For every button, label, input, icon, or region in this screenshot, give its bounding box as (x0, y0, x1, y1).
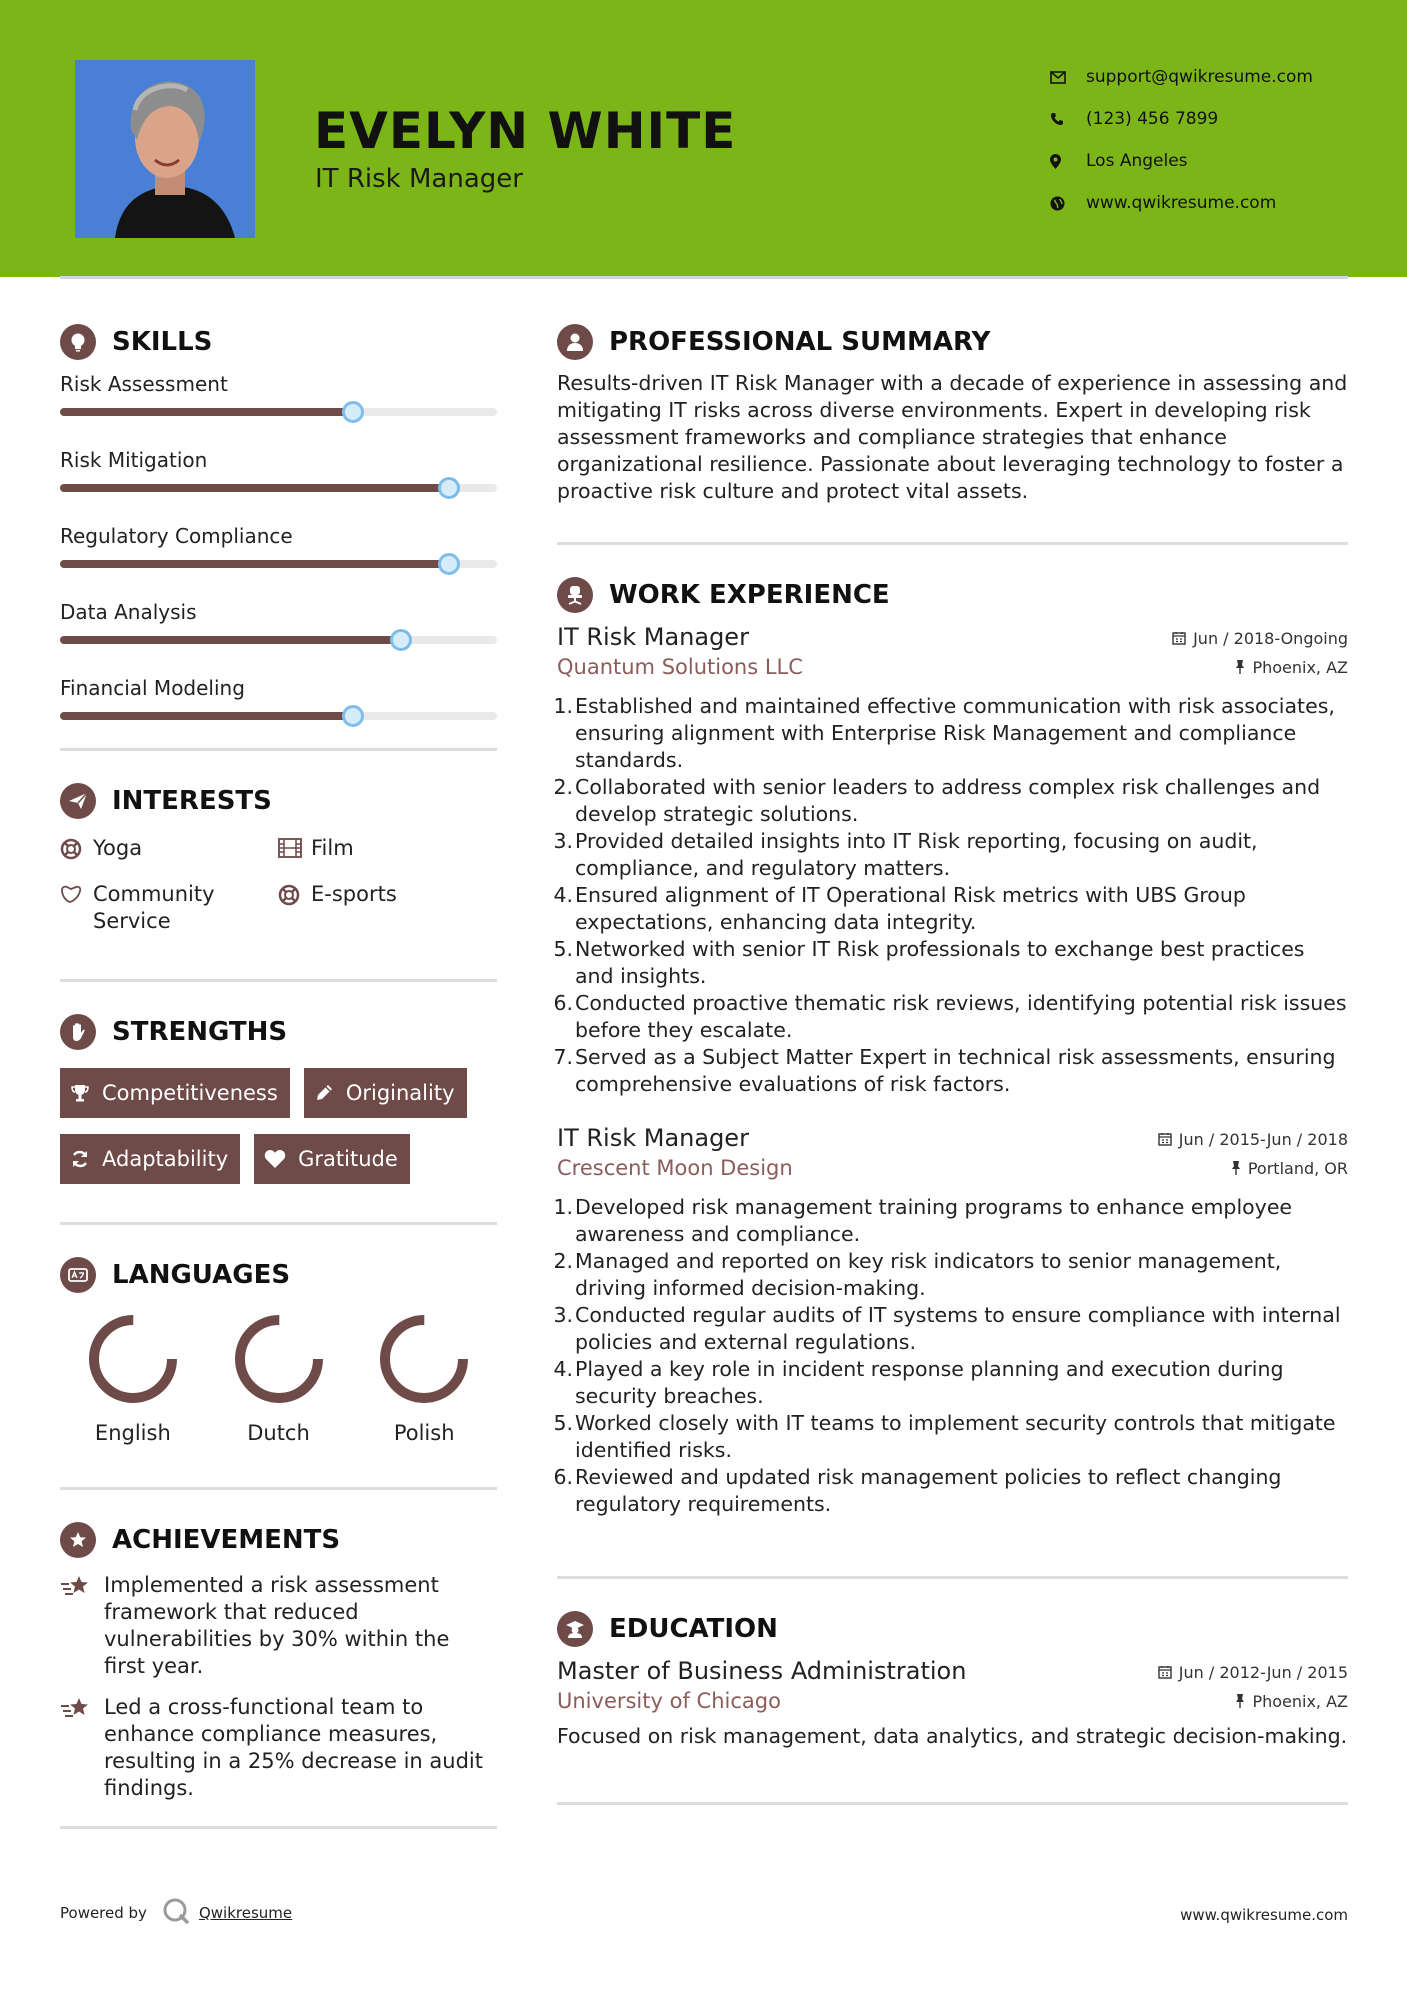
strength-label: Gratitude (298, 1147, 398, 1171)
section-divider (557, 542, 1348, 545)
section-divider (60, 1487, 497, 1490)
achievements-heading (60, 1518, 497, 1562)
skill-bar (60, 408, 497, 416)
lifebuoy-icon (60, 835, 93, 867)
contact-phone[interactable] (1050, 98, 1313, 140)
interest-item (278, 881, 497, 935)
languages-title: LANGUAGES (112, 1260, 291, 1290)
qwikresume-link[interactable]: Qwikresume (198, 1904, 293, 1922)
qwikresume-logo-icon (161, 1896, 191, 1930)
skill-bar-handle (438, 553, 460, 575)
languages-heading (60, 1253, 497, 1297)
globe-icon (1050, 196, 1086, 211)
job-company: Quantum Solutions LLC (557, 655, 803, 679)
section-divider (60, 1222, 497, 1225)
job-entry (553, 623, 1348, 1098)
job-company: Crescent Moon Design (557, 1156, 793, 1180)
job-location-text: Phoenix, AZ (1252, 657, 1348, 677)
skill-name: Regulatory Compliance (60, 524, 293, 548)
interests-list (60, 835, 497, 935)
job-date (1172, 629, 1348, 648)
powered-by-text: Powered by (60, 1904, 147, 1922)
language-item (206, 1313, 352, 1445)
language-name: Dutch (247, 1421, 310, 1445)
language-level-ring (87, 1313, 179, 1405)
skill-bar-fill (60, 484, 449, 492)
contact-email-text: support@qwikresume.com (1086, 67, 1313, 87)
achievements-title: ACHIEVEMENTS (112, 1525, 341, 1555)
interest-item (60, 835, 278, 867)
education-school: University of Chicago (557, 1689, 781, 1713)
job-bullet: 3. Provided detailed insights into IT Risk reporting, focusing on audit, compliance, and regulatory matters. (553, 829, 1258, 880)
skill-bar (60, 712, 497, 720)
language-name: English (94, 1421, 171, 1445)
languages-list (60, 1313, 497, 1445)
job-bullets (553, 1194, 1348, 1518)
job-bullet: 4. Played a key role in incident response planning and execution during security breaches. (553, 1357, 1284, 1408)
education-location (1235, 1692, 1348, 1711)
education-location-text: Phoenix, AZ (1252, 1691, 1348, 1711)
strength-tag (60, 1068, 290, 1118)
skill-bar (60, 484, 497, 492)
interest-item (278, 835, 497, 867)
refresh-icon (70, 1149, 90, 1169)
strength-label: Originality (345, 1081, 455, 1105)
user-icon (557, 324, 593, 360)
skills-heading (60, 320, 497, 364)
calendar-icon (1158, 1132, 1172, 1146)
contact-location (1050, 140, 1313, 182)
star-badge-icon (60, 1522, 96, 1558)
job-title: IT Risk Manager (557, 623, 749, 651)
skill-bar-handle (390, 629, 412, 651)
candidate-title: IT Risk Manager (315, 164, 523, 194)
skills-title: SKILLS (112, 327, 213, 357)
section-divider (60, 1826, 497, 1829)
section-divider (60, 979, 497, 982)
phone-icon (1050, 112, 1086, 126)
job-bullets (553, 693, 1348, 1098)
strengths-list (60, 1068, 497, 1184)
interest-label: Film (311, 836, 354, 860)
pencil-icon (314, 1083, 334, 1103)
summary-text: Results-driven IT Risk Manager with a decade of experience in assessing and mitigating IT risks across diverse environments. Expert in developing risk assessment frameworks and compliance strategies that enhance organizational resilience. Passionate about leveraging technology to foster a proactive risk culture and protect vital assets. (557, 371, 1348, 503)
job-bullet: 4. Ensured alignment of IT Operational Risk metrics with UBS Group expectations, enhancing data integrity. (553, 883, 1246, 934)
job-title: IT Risk Manager (557, 1124, 749, 1152)
experience-heading (557, 573, 1348, 617)
job-bullet: 6. Conducted proactive thematic risk reviews, identifying potential risk issues before they escalate. (553, 991, 1347, 1042)
skill-item (60, 366, 497, 416)
education-degree: Master of Business Administration (557, 1657, 967, 1685)
left-column (60, 320, 497, 1829)
achievement-text: Led a cross-functional team to enhance compliance measures, resulting in a 25% decrease in audit findings. (104, 1695, 483, 1800)
section-divider (557, 1576, 1348, 1579)
education-title: EDUCATION (609, 1614, 778, 1644)
job-bullet: 1. Developed risk management training programs to enhance employee awareness and compliance. (553, 1195, 1293, 1246)
calendar-icon (1158, 1665, 1172, 1679)
film-icon (278, 835, 311, 865)
skill-bar-handle (342, 401, 364, 423)
map-pin-icon (1050, 154, 1086, 169)
education-date (1158, 1663, 1348, 1682)
skill-item (60, 594, 497, 644)
heart-icon (264, 1149, 286, 1169)
paper-plane-icon (60, 783, 96, 819)
contact-email[interactable] (1050, 56, 1313, 98)
skill-item (60, 670, 497, 720)
job-bullet: 3. Conducted regular audits of IT systems to ensure compliance with internal policies and external regulations. (553, 1303, 1341, 1354)
interests-title: INTERESTS (112, 786, 272, 816)
job-bullet: 6. Reviewed and updated risk management policies to reflect changing regulatory requirements. (553, 1465, 1282, 1516)
contact-list (1050, 56, 1313, 224)
trophy-icon (70, 1083, 90, 1103)
language-item (351, 1313, 497, 1445)
pushpin-icon (1231, 1161, 1241, 1175)
job-bullet: 5. Networked with senior IT Risk professionals to exchange best practices and insights. (553, 937, 1305, 988)
skill-bar-fill (60, 712, 353, 720)
education-description: Focused on risk management, data analytics, and strategic decision-making. (557, 1724, 1348, 1748)
interest-label: E-sports (311, 882, 397, 906)
strength-tag (304, 1068, 467, 1118)
education-date-text: Jun / 2012-Jun / 2015 (1178, 1662, 1348, 1682)
graduate-icon (557, 1611, 593, 1647)
job-location-text: Portland, OR (1247, 1158, 1348, 1178)
lightbulb-icon (60, 324, 96, 360)
skill-bar (60, 560, 497, 568)
job-entry (553, 1124, 1348, 1518)
skill-bar-fill (60, 636, 401, 644)
skill-item (60, 518, 497, 568)
language-level-ring (233, 1313, 325, 1405)
education-heading (557, 1607, 1348, 1651)
contact-website[interactable] (1050, 182, 1313, 224)
hand-icon (60, 881, 93, 911)
strength-tag (254, 1134, 410, 1184)
achievements-list (60, 1572, 497, 1802)
skill-bar-handle (438, 477, 460, 499)
pushpin-icon (1235, 660, 1245, 674)
section-divider (60, 748, 497, 751)
strengths-heading (60, 1010, 497, 1054)
skill-name: Risk Assessment (60, 372, 228, 396)
header-banner (0, 0, 1407, 277)
skill-name: Data Analysis (60, 600, 197, 624)
contact-phone-text: (123) 456 7899 (1086, 109, 1219, 129)
translate-icon (60, 1257, 96, 1293)
lifebuoy-icon (278, 881, 311, 913)
language-name: Polish (393, 1421, 455, 1445)
skill-bar-fill (60, 560, 449, 568)
job-location (1231, 1159, 1348, 1178)
language-level-ring (378, 1313, 470, 1405)
strength-label: Adaptability (102, 1147, 229, 1171)
interest-item (60, 881, 278, 935)
achievement-item (60, 1572, 497, 1680)
strength-tag (60, 1134, 240, 1184)
interest-label: Yoga (93, 836, 143, 860)
experience-title: WORK EXPERIENCE (609, 580, 890, 610)
right-column (553, 320, 1348, 1805)
achievement-text: Implemented a risk assessment framework that reduced vulnerabilities by 30% within the first year. (104, 1573, 450, 1678)
interest-label: Community Service (93, 882, 215, 933)
interests-heading (60, 779, 497, 823)
header-divider (60, 276, 1348, 279)
contact-website-text: www.qwikresume.com (1086, 193, 1277, 213)
shooting-star-icon (60, 1694, 104, 1727)
job-bullet: 5. Worked closely with IT teams to implement security controls that mitigate identified risks. (553, 1411, 1336, 1462)
job-location (1235, 658, 1348, 677)
calendar-icon (1172, 631, 1186, 645)
job-bullet: 7. Served as a Subject Matter Expert in technical risk assessments, ensuring comprehensive evaluations of risk factors. (553, 1045, 1336, 1096)
strengths-title: STRENGTHS (112, 1017, 288, 1047)
skill-item (60, 442, 497, 492)
job-bullet: 1. Established and maintained effective communication with risk associates, ensuring alignment with Enterprise Risk Management and compliance standards. (553, 694, 1335, 772)
skill-bar (60, 636, 497, 644)
skill-bar-fill (60, 408, 353, 416)
skills-list (60, 366, 497, 720)
candidate-name: EVELYN WHITE (314, 102, 737, 160)
pushpin-icon (1235, 1694, 1245, 1708)
job-bullet: 2. Collaborated with senior leaders to address complex risk challenges and develop strategic solutions. (553, 775, 1321, 826)
footer-url[interactable]: www.qwikresume.com (1180, 1906, 1348, 1924)
raised-hand-icon (60, 1014, 96, 1050)
envelope-icon (1050, 71, 1086, 84)
job-date-text: Jun / 2018-Ongoing (1193, 628, 1348, 648)
shooting-star-icon (60, 1572, 104, 1605)
skill-bar-handle (342, 705, 364, 727)
summary-title: PROFESSIONAL SUMMARY (609, 327, 991, 357)
achievement-item (60, 1694, 497, 1802)
language-item (60, 1313, 206, 1445)
education-entry (557, 1657, 1348, 1750)
job-date-text: Jun / 2015-Jun / 2018 (1178, 1129, 1348, 1149)
footer-branding (60, 1896, 292, 1930)
skill-name: Financial Modeling (60, 676, 245, 700)
strength-label: Competitiveness (102, 1081, 278, 1105)
skill-name: Risk Mitigation (60, 448, 208, 472)
job-date (1158, 1130, 1348, 1149)
contact-location-text: Los Angeles (1086, 151, 1188, 171)
job-bullet: 2. Managed and reported on key risk indicators to senior management, driving informed decision-making. (553, 1249, 1282, 1300)
office-chair-icon (557, 577, 593, 613)
profile-photo (75, 60, 255, 238)
section-divider (557, 1802, 1348, 1805)
summary-heading (557, 320, 1348, 364)
